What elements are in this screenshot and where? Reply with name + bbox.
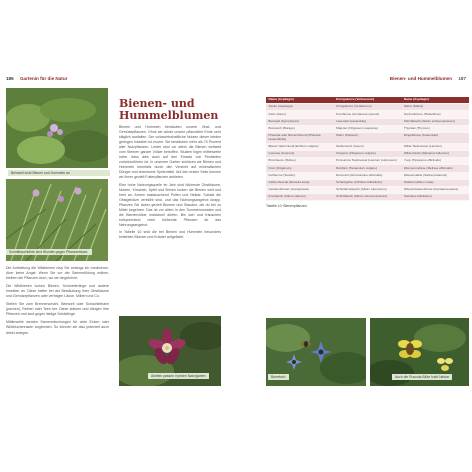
table-cell: Beinwell (Symphytum): [266, 119, 334, 125]
right-column-text: [119, 125, 221, 240]
table-row: [266, 133, 469, 144]
table-cell: Rainfarn (Tanacetum vulgare): [334, 165, 402, 171]
table-row: [266, 111, 469, 118]
table-cell: Zitronenmelisse (Melissa officinalis): [401, 165, 469, 171]
paragraph: Eine hohe Nahrungsquelle im Jahr sind blühende Obstbäume, Nutzen, Kirschen, Äpfel und Birnen locken die Bienen weit und breit an. Armen austauschend Pollen und Nektar. Sobald die Obstgehölze verblüht sind, und das Nahrungsangebot knapp. Pflanzen Sie daher gezielt Blumen und Stauden, die du bei zu Mittel begehren. Das ist vor allem in den Sommermonaten und die Bienenvölker individuell dürfen. Bis sich und frauschen entsprechend reich blühende Pflanzen dir das Nahrungsangebot.: [119, 182, 221, 227]
table-cell: Ysop (Hyssopus officinalis): [401, 158, 469, 164]
table-cell: Wiesenflockenblume (Centaurea jacea): [401, 187, 469, 193]
table-row: [266, 144, 469, 151]
table-cell: Borretsch (Borago): [266, 126, 334, 132]
table-cell: Wilde Karde (Dipsacus fullonum): [401, 151, 469, 157]
table-cell: Schnittlauch (Allium schoenoprasum): [334, 194, 402, 200]
table-cell: Wiesensalbei (Salvia pratensis): [401, 173, 469, 179]
paragraph: Bienen und Hummeln bestäuben unsere Obst- und Gemüsepflanzen. Ohne sie würde unsere pflanzliche Ernte sehr kläglich ausfallen. Der volkswirtschaftliche Nutzen dieser beiden geringen Insekten ist enorm. Sie bestäuben mehr als 70 Prozent aller Nutzpflanzen. Leider sind vor allem die Bienen weltweit vom Sterben ganzer Völker betroffen. Studien legen mittlerweile nahe, dass dies auch auf den Einsatz von Pestiziden zurückzuführen ist. In unserem Garten schützen wir Bienen und Hummeln ebenfalls durch den Verzicht auf mineralischen Dünger und chemische Spritzmittel. Auf den ersten Seite können wir ihnen gezielt Futterpflanzen anbieten.: [119, 125, 221, 180]
page-number-left: 186: [6, 76, 14, 81]
table-cell: Ringelblume (Calendula): [401, 133, 469, 143]
running-title-left: Gartenin für die Natur: [19, 76, 68, 81]
table-header-cell: Königskerze (Verbascum): [334, 97, 402, 103]
table-cell: Oregano (Origanum vulgare): [334, 151, 402, 157]
table-row: [266, 180, 469, 187]
table-caption: Tabelle 10: Bienenpflanzen: [266, 204, 307, 209]
table-cell: Fetthenne (Sedum): [266, 173, 334, 179]
table-row: [266, 151, 469, 158]
photo-caption: Borretsch: [268, 374, 289, 380]
table-cell: Phacelia oder Bienenfreund (Phacelia tanacetifolia): [266, 133, 334, 143]
paragraph: Stellen Sie zum Brennenomahl, Beinwell oder Schachtelhalm (pachen), Reihen oder Tees her. Diese stärken und düngen Ihre Pflanzen und sind gegen lästige Schädlinge.: [6, 302, 109, 317]
table-cell: Purpurrote Taubnessel (Lamium purpureum): [334, 158, 402, 164]
section-heading: Bienen- und Hummelblumen: [119, 97, 219, 122]
table-cell: Steinklee (Melilotus): [401, 194, 469, 200]
bee-plants-table: [266, 97, 469, 208]
table-cell: Zwiebel (Allium cepa): [401, 180, 469, 186]
page-number-right: 187: [458, 76, 466, 81]
table-header-cell: Name (Aspilagio): [401, 97, 469, 103]
paragraph: In Tabelle 10 sind die bei Bienen und Hummeln besonders beliebten Blumen und Kräuter aufgelistet.: [119, 229, 221, 239]
table-cell: Knoblauch (Allium sativum): [266, 194, 334, 200]
table-cell: Dost (Origanum): [266, 165, 334, 171]
table-row: [266, 104, 469, 111]
table-cell: Akelei (Aquilegia): [266, 104, 334, 110]
table-cell: Malve (Malva): [401, 104, 469, 110]
table-cell: Gelbe Resede (Reseda lutea): [266, 180, 334, 186]
table-cell: Nelkenwurz (Geum): [334, 144, 402, 150]
table-cell: Königskerze (Verbascum): [334, 104, 402, 110]
table-cell: Glockenblumen (Campanula): [266, 187, 334, 193]
photo-caption: Beinwell lockt Bienen und Hummeln an: [8, 170, 110, 176]
table-cell: Brombeere (Rubus): [266, 158, 334, 164]
table-cell: Scharfgarbe (Achillea millefolium): [334, 180, 402, 186]
table-row: [266, 158, 469, 165]
table-cell: Majoran (Origanum majorana): [334, 126, 402, 132]
paragraph: Die Wildbienen locken Bienen, Schmetterlinge und andere Insekten an. Diese halfen bei der Bestäubung Ihrer Obstbäume und Gemüsepflanzen oder verfolgen Läuse, Milben und Co.: [6, 284, 109, 299]
table-cell: Cosmea (Cosmos): [266, 151, 334, 157]
running-title-right: Bienen- und Hummelblumen: [389, 76, 453, 81]
table-cell: Sonnenblume (Helianthus): [401, 111, 469, 117]
table-header: [266, 97, 469, 104]
running-head-right: [390, 76, 466, 81]
table-header-cell: Name (Aspilagio): [266, 97, 334, 103]
table-cell: Thymian (Thymus): [401, 126, 469, 132]
table-cell: Blauer Natternkopf (Echium vulgare): [266, 144, 334, 150]
table-cell: Lavendel (Lavandula): [334, 119, 402, 125]
photo-caption: Schnittlauchblüte sind Wunder gegen Pflanzenläuse.: [6, 249, 92, 255]
table-cell: Aster (Aster): [266, 111, 334, 117]
comfrey-photo: [6, 88, 108, 168]
table-cell: Schnittknoblauch (Allium tuberosum): [334, 187, 402, 193]
left-column-text: [6, 266, 109, 336]
table-cell: Wilde Taubnessel (Lamium): [401, 144, 469, 150]
running-head-left: [6, 76, 67, 81]
photo-caption: Akelein passen in jeden Naturgarten: [148, 373, 209, 379]
paragraph: Die Aufstellung die Wildbienen nisp Sie anfangs ich medivieren. Aber keine Angst: Wenn Sie vor der Sammeltötung mähen, bleiben die Pflanzen doch, wo sie hingehören.: [6, 266, 109, 281]
photo-caption: Auch die Ruccola-Blüte lockt Nektar: [392, 374, 452, 380]
table-row: [266, 187, 469, 194]
paragraph: Mittlerweile werden Samenmischungen für viele Ecken oder Wildblumenrasen angeboten. So können sie also jederzeit auch direkt anlegen.: [6, 320, 109, 335]
table-cell: Mohn (Papaver): [334, 133, 402, 143]
table-cell: Kornblume (Centaurea cyanus): [334, 111, 402, 117]
table-row: [266, 173, 469, 180]
table-cell: Schnittlauch (Allium schoenoprasum): [401, 119, 469, 125]
table-row: [266, 165, 469, 172]
table-row: [266, 194, 469, 201]
table-row: [266, 119, 469, 126]
table-row: [266, 126, 469, 133]
table-cell: Rosmarin (Rosmarinus officinalis): [334, 173, 402, 179]
